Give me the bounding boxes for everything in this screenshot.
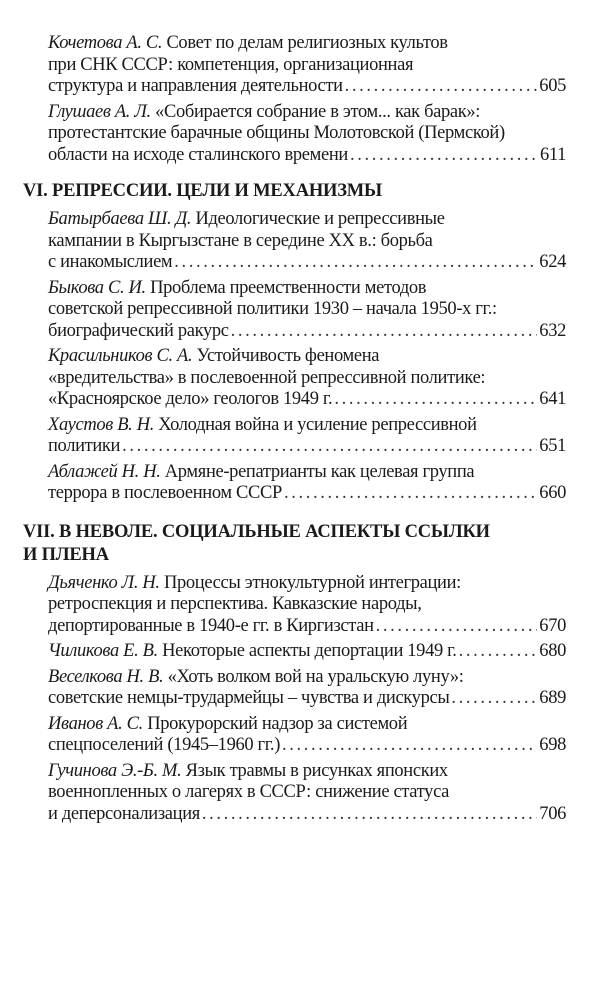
entry-text xyxy=(48,714,407,736)
entry-title: Армяне-репатрианты как целевая группа xyxy=(164,461,475,482)
table-of-contents xyxy=(0,33,600,829)
section-heading xyxy=(23,521,543,567)
entry-text xyxy=(48,436,120,458)
entry-text xyxy=(48,462,474,484)
toc-entry[interactable] xyxy=(48,33,566,98)
entry-line xyxy=(48,688,566,710)
entry-line xyxy=(48,55,566,77)
entry-author: Глушаев А. Л. xyxy=(48,101,151,122)
toc-entry[interactable] xyxy=(48,462,566,505)
dot-leader xyxy=(122,436,537,458)
entry-text xyxy=(48,33,448,55)
entry-title: спецпоселений (1945–1960 гг.) xyxy=(48,735,281,755)
entry-text xyxy=(48,573,461,595)
page-number: 641 xyxy=(539,389,566,409)
entry-line xyxy=(48,667,566,689)
entry-text xyxy=(48,321,229,343)
page-number: 706 xyxy=(539,803,566,824)
toc-entry[interactable] xyxy=(48,102,566,167)
entry-text xyxy=(48,735,280,757)
toc-entry[interactable] xyxy=(48,667,566,710)
section-heading-line: И ПЛЕНА xyxy=(23,544,109,565)
entry-title: «Собирается собрание в этом... как барак»: xyxy=(155,101,481,122)
toc-entry[interactable] xyxy=(48,641,566,663)
entry-line xyxy=(48,641,566,663)
dot-leader xyxy=(345,76,538,98)
page-number: 698 xyxy=(539,735,566,755)
page-number: 624 xyxy=(539,252,566,272)
entry-author: Чиликова Е. В. xyxy=(48,641,158,661)
entry-title: «Хоть волком вой на уральскую луну»: xyxy=(167,666,464,687)
entry-title: кампании в Кыргызстане в середине XX в.: борьба xyxy=(48,230,433,251)
entry-line xyxy=(48,123,566,145)
page-number: 605 xyxy=(539,76,566,96)
entry-author: Иванов А. С. xyxy=(48,713,143,734)
section-heading-line: VII. В НЕВОЛЕ. СОЦИАЛЬНЫЕ АСПЕКТЫ ССЫЛКИ xyxy=(23,521,490,542)
entry-text xyxy=(48,688,449,710)
entry-text xyxy=(48,782,449,804)
dot-leader xyxy=(350,145,538,167)
entry-title: области на исходе сталинского времени xyxy=(48,144,348,165)
entry-line xyxy=(48,299,566,321)
entry-text xyxy=(48,594,422,616)
toc-entry[interactable] xyxy=(48,415,566,458)
entry-text xyxy=(48,415,477,437)
toc-section xyxy=(0,33,600,166)
entry-title: биографический ракурс xyxy=(48,320,229,341)
dot-leader xyxy=(282,735,537,757)
entry-line xyxy=(48,573,566,595)
page-number: 670 xyxy=(539,615,566,636)
entry-text xyxy=(48,641,457,663)
entry-title: «Красноярское дело» геологов 1949 г. xyxy=(48,389,333,409)
entry-title: военнопленных о лагерях в СССР: снижение статуса xyxy=(48,782,450,802)
entry-title: Совет по делам религиозных культов xyxy=(166,33,448,53)
entry-text xyxy=(48,252,172,274)
entry-title: Устойчивость феномена xyxy=(196,346,380,366)
entry-text xyxy=(48,389,332,411)
entry-author: Кочетова А. С. xyxy=(48,33,163,53)
entry-title: советские немцы-трудармейцы – чувства и дискурсы xyxy=(48,688,450,708)
entry-title: с инакомыслием xyxy=(48,252,173,272)
entry-text xyxy=(48,278,426,300)
entry-title: Язык травмы в рисунках японских xyxy=(185,760,448,781)
entry-line xyxy=(48,321,566,343)
entry-text xyxy=(48,209,445,231)
entry-title: протестантские барачные общины Молотовской (Пермской) xyxy=(48,123,505,143)
entry-title: депортированные в 1940-е гг. в Киргизстан xyxy=(48,615,374,636)
page-number: 680 xyxy=(539,641,566,661)
entry-line xyxy=(48,102,566,124)
entry-author: Дьяченко Л. Н. xyxy=(48,572,160,593)
entry-text xyxy=(48,123,505,145)
entry-line xyxy=(48,462,566,484)
entry-text xyxy=(48,368,485,390)
entry-title: Проблема преемственности методов xyxy=(150,277,427,298)
entry-author: Батырбаева Ш. Д. xyxy=(48,209,192,229)
entry-title: Холодная война и усиление репрессивной xyxy=(158,414,477,435)
section-heading xyxy=(23,180,543,203)
entry-line xyxy=(48,436,566,458)
entry-line xyxy=(48,389,566,411)
entry-line xyxy=(48,804,566,826)
entry-line xyxy=(48,616,566,638)
entry-text xyxy=(48,102,480,124)
entry-title: структура и направления деятельности xyxy=(48,76,343,96)
entry-author: Веселкова Н. В. xyxy=(48,666,164,687)
entry-line xyxy=(48,33,566,55)
entry-line xyxy=(48,782,566,804)
entry-title: при СНК СССР: компетенция, организационная xyxy=(48,54,414,75)
entry-title: Некоторые аспекты депортации 1949 г. xyxy=(162,641,457,661)
entry-list xyxy=(0,209,600,505)
entry-title: Идеологические и репрессивные xyxy=(195,209,445,229)
page-number: 660 xyxy=(539,483,566,503)
dot-leader xyxy=(284,483,537,505)
entry-text xyxy=(48,55,413,77)
entry-author: Быкова С. И. xyxy=(48,277,146,298)
toc-entry[interactable] xyxy=(48,346,566,411)
dot-leader xyxy=(202,804,537,826)
section-heading-line: VI. РЕПРЕССИИ. ЦЕЛИ И МЕХАНИЗМЫ xyxy=(23,181,383,201)
entry-author: Аблажей Н. Н. xyxy=(48,461,161,482)
entry-list xyxy=(0,573,600,826)
entry-line xyxy=(48,209,566,231)
entry-line xyxy=(48,761,566,783)
dot-leader xyxy=(174,252,537,274)
entry-line xyxy=(48,231,566,253)
entry-title: «вредительства» в послевоенной репрессивной политике: xyxy=(48,367,486,388)
toc-section xyxy=(0,521,600,826)
entry-text xyxy=(48,804,200,826)
entry-line xyxy=(48,483,566,505)
page-number: 651 xyxy=(539,436,566,456)
entry-title: Процессы этнокультурной интеграции: xyxy=(163,572,461,593)
page-number: 689 xyxy=(539,688,566,708)
entry-list xyxy=(0,33,600,166)
dot-leader xyxy=(376,616,538,638)
entry-author: Красильников С. А. xyxy=(48,346,193,366)
entry-text xyxy=(48,616,374,638)
entry-title: ретроспекция и перспектива. Кавказские народы, xyxy=(48,594,422,614)
toc-entry[interactable] xyxy=(48,278,566,343)
entry-line xyxy=(48,346,566,368)
entry-title: политики xyxy=(48,436,121,456)
toc-entry[interactable] xyxy=(48,209,566,274)
dot-leader xyxy=(334,389,537,411)
toc-entry[interactable] xyxy=(48,714,566,757)
entry-text xyxy=(48,76,343,98)
entry-text xyxy=(48,231,433,253)
dot-leader xyxy=(451,688,537,710)
entry-text xyxy=(48,483,282,505)
entry-title: советской репрессивной политики 1930 – начала 1950-х гг.: xyxy=(48,299,497,319)
entry-line xyxy=(48,415,566,437)
entry-line xyxy=(48,145,566,167)
entry-text xyxy=(48,145,348,167)
entry-title: и деперсонализация xyxy=(48,803,200,824)
toc-entry[interactable] xyxy=(48,761,566,826)
entry-author: Гучинова Э.-Б. М. xyxy=(48,760,182,781)
toc-section xyxy=(0,180,600,505)
entry-line xyxy=(48,714,566,736)
entry-title: Прокурорский надзор за системой xyxy=(147,713,408,734)
entry-line xyxy=(48,735,566,757)
page-number: 632 xyxy=(539,320,566,341)
entry-text xyxy=(48,299,497,321)
entry-text xyxy=(48,761,448,783)
entry-line xyxy=(48,368,566,390)
dot-leader xyxy=(231,321,538,343)
entry-author: Хаустов В. Н. xyxy=(48,414,154,435)
entry-text xyxy=(48,667,464,689)
entry-line xyxy=(48,594,566,616)
entry-line xyxy=(48,76,566,98)
entry-title: террора в послевоенном СССР xyxy=(48,483,282,503)
page-number: 611 xyxy=(539,144,566,165)
toc-entry[interactable] xyxy=(48,573,566,638)
dot-leader xyxy=(459,641,538,663)
entry-line xyxy=(48,252,566,274)
entry-text xyxy=(48,346,379,368)
entry-line xyxy=(48,278,566,300)
